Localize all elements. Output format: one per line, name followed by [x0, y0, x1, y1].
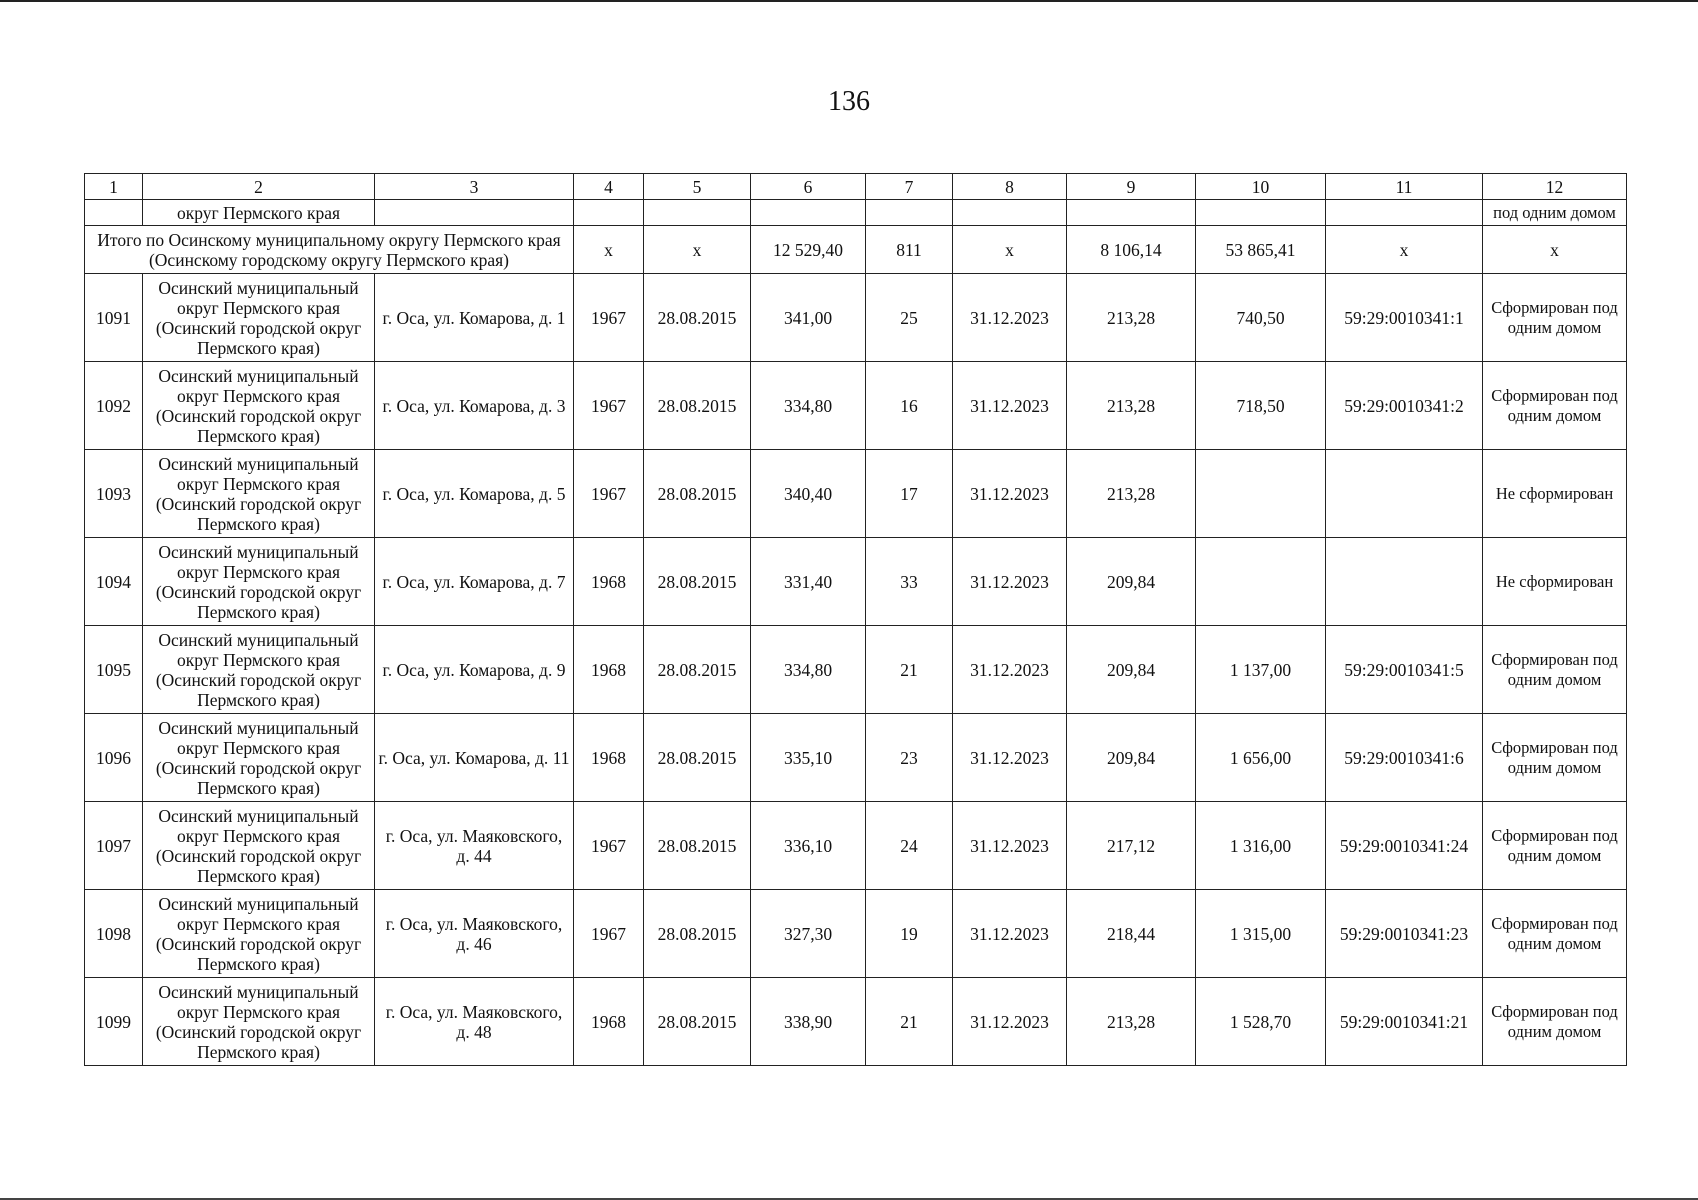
continuation-cell-8 — [953, 200, 1067, 226]
continuation-row — [85, 200, 1627, 226]
municipality-cell: Осинский муниципальный округ Пермского края (Осинский городской округ Пермского края) — [143, 274, 375, 362]
col9-cell: 217,12 — [1067, 802, 1196, 890]
column-header-9: 9 — [1067, 174, 1196, 200]
table-row — [85, 626, 1627, 714]
total-col8: х — [953, 226, 1067, 274]
row-number: 1098 — [85, 890, 143, 978]
construction-year-cell: 1967 — [574, 802, 644, 890]
deadline-cell: 31.12.2023 — [953, 802, 1067, 890]
col10-cell: 1 315,00 — [1196, 890, 1326, 978]
land-status-cell: Сформирован под одним домом — [1483, 626, 1627, 714]
area-cell: 334,80 — [751, 362, 866, 450]
continuation-cell-9 — [1067, 200, 1196, 226]
continuation-cell-7 — [866, 200, 953, 226]
row-number: 1092 — [85, 362, 143, 450]
col9-cell: 213,28 — [1067, 362, 1196, 450]
land-status-cell: Сформирован под одним домом — [1483, 978, 1627, 1066]
column-header-5: 5 — [644, 174, 751, 200]
land-status-cell: Не сформирован — [1483, 538, 1627, 626]
table-row — [85, 362, 1627, 450]
col10-cell: 1 316,00 — [1196, 802, 1326, 890]
col9-cell: 209,84 — [1067, 714, 1196, 802]
continuation-cell-5 — [644, 200, 751, 226]
residents-cell: 25 — [866, 274, 953, 362]
area-cell: 327,30 — [751, 890, 866, 978]
row-number: 1093 — [85, 450, 143, 538]
deadline-cell: 31.12.2023 — [953, 890, 1067, 978]
col9-cell: 213,28 — [1067, 450, 1196, 538]
continuation-cell-10 — [1196, 200, 1326, 226]
area-cell: 334,80 — [751, 626, 866, 714]
column-header-2: 2 — [143, 174, 375, 200]
col10-cell: 718,50 — [1196, 362, 1326, 450]
construction-year-cell: 1968 — [574, 626, 644, 714]
land-status-cell: Сформирован под одним домом — [1483, 274, 1627, 362]
col10-cell: 1 528,70 — [1196, 978, 1326, 1066]
land-status-cell: Не сформирован — [1483, 450, 1627, 538]
total-area: 12 529,40 — [751, 226, 866, 274]
column-header-10: 10 — [1196, 174, 1326, 200]
residents-cell: 16 — [866, 362, 953, 450]
column-header-6: 6 — [751, 174, 866, 200]
construction-year-cell: 1968 — [574, 538, 644, 626]
total-col11: х — [1326, 226, 1483, 274]
col9-cell: 209,84 — [1067, 538, 1196, 626]
municipality-cell: Осинский муниципальный округ Пермского края (Осинский городской округ Пермского края) — [143, 626, 375, 714]
column-number-header-row — [85, 174, 1627, 200]
recognition-date-cell: 28.08.2015 — [644, 626, 751, 714]
deadline-cell: 31.12.2023 — [953, 978, 1067, 1066]
column-header-8: 8 — [953, 174, 1067, 200]
recognition-date-cell: 28.08.2015 — [644, 450, 751, 538]
deadline-cell: 31.12.2023 — [953, 274, 1067, 362]
total-col5: х — [644, 226, 751, 274]
construction-year-cell: 1967 — [574, 274, 644, 362]
municipality-cell: Осинский муниципальный округ Пермского края (Осинский городской округ Пермского края) — [143, 978, 375, 1066]
address-cell: г. Оса, ул. Комарова, д. 11 — [375, 714, 574, 802]
col9-cell: 213,28 — [1067, 978, 1196, 1066]
col9-cell: 209,84 — [1067, 626, 1196, 714]
area-cell: 331,40 — [751, 538, 866, 626]
table-row — [85, 274, 1627, 362]
municipality-cell: Осинский муниципальный округ Пермского края (Осинский городской округ Пермского края) — [143, 802, 375, 890]
total-col10: 53 865,41 — [1196, 226, 1326, 274]
continuation-cell-1 — [85, 200, 143, 226]
cadastral-number-cell — [1326, 450, 1483, 538]
area-cell: 340,40 — [751, 450, 866, 538]
construction-year-cell: 1968 — [574, 714, 644, 802]
residents-cell: 17 — [866, 450, 953, 538]
col9-cell: 218,44 — [1067, 890, 1196, 978]
address-cell: г. Оса, ул. Маяковского, д. 46 — [375, 890, 574, 978]
row-number: 1094 — [85, 538, 143, 626]
area-cell: 338,90 — [751, 978, 866, 1066]
row-number: 1097 — [85, 802, 143, 890]
continuation-cell-4 — [574, 200, 644, 226]
continuation-cell-3 — [375, 200, 574, 226]
construction-year-cell: 1967 — [574, 362, 644, 450]
col10-cell: 1 137,00 — [1196, 626, 1326, 714]
recognition-date-cell: 28.08.2015 — [644, 978, 751, 1066]
area-cell: 341,00 — [751, 274, 866, 362]
municipality-cell: Осинский муниципальный округ Пермского края (Осинский городской округ Пермского края) — [143, 362, 375, 450]
recognition-date-cell: 28.08.2015 — [644, 538, 751, 626]
address-cell: г. Оса, ул. Маяковского, д. 48 — [375, 978, 574, 1066]
municipality-cell: Осинский муниципальный округ Пермского края (Осинский городской округ Пермского края) — [143, 450, 375, 538]
land-status-cell: Сформирован под одним домом — [1483, 714, 1627, 802]
table-row — [85, 890, 1627, 978]
address-cell: г. Оса, ул. Комарова, д. 9 — [375, 626, 574, 714]
continuation-cell-11 — [1326, 200, 1483, 226]
construction-year-cell: 1967 — [574, 890, 644, 978]
cadastral-number-cell: 59:29:0010341:6 — [1326, 714, 1483, 802]
total-col4: х — [574, 226, 644, 274]
deadline-cell: 31.12.2023 — [953, 538, 1067, 626]
continuation-municipality: округ Пермского края — [143, 200, 375, 226]
row-number: 1096 — [85, 714, 143, 802]
residents-cell: 33 — [866, 538, 953, 626]
municipality-cell: Осинский муниципальный округ Пермского края (Осинский городской округ Пермского края) — [143, 538, 375, 626]
municipality-cell: Осинский муниципальный округ Пермского края (Осинский городской округ Пермского края) — [143, 714, 375, 802]
deadline-cell: 31.12.2023 — [953, 714, 1067, 802]
cadastral-number-cell — [1326, 538, 1483, 626]
column-header-3: 3 — [375, 174, 574, 200]
area-cell: 336,10 — [751, 802, 866, 890]
col10-cell — [1196, 538, 1326, 626]
residents-cell: 21 — [866, 626, 953, 714]
residents-cell: 21 — [866, 978, 953, 1066]
recognition-date-cell: 28.08.2015 — [644, 362, 751, 450]
construction-year-cell: 1968 — [574, 978, 644, 1066]
table-row — [85, 978, 1627, 1066]
table-row — [85, 802, 1627, 890]
address-cell: г. Оса, ул. Комарова, д. 1 — [375, 274, 574, 362]
deadline-cell: 31.12.2023 — [953, 626, 1067, 714]
residents-cell: 19 — [866, 890, 953, 978]
address-cell: г. Оса, ул. Комарова, д. 7 — [375, 538, 574, 626]
row-number: 1099 — [85, 978, 143, 1066]
land-status-cell: Сформирован под одним домом — [1483, 362, 1627, 450]
table-row — [85, 450, 1627, 538]
total-col9: 8 106,14 — [1067, 226, 1196, 274]
table-row — [85, 538, 1627, 626]
total-row — [85, 226, 1627, 274]
column-header-11: 11 — [1326, 174, 1483, 200]
recognition-date-cell: 28.08.2015 — [644, 802, 751, 890]
table-row — [85, 714, 1627, 802]
continuation-cell-6 — [751, 200, 866, 226]
residents-cell: 23 — [866, 714, 953, 802]
total-residents: 811 — [866, 226, 953, 274]
cadastral-number-cell: 59:29:0010341:5 — [1326, 626, 1483, 714]
column-header-4: 4 — [574, 174, 644, 200]
total-col12: х — [1483, 226, 1627, 274]
row-number: 1095 — [85, 626, 143, 714]
address-cell: г. Оса, ул. Маяковского, д. 44 — [375, 802, 574, 890]
col10-cell: 1 656,00 — [1196, 714, 1326, 802]
recognition-date-cell: 28.08.2015 — [644, 890, 751, 978]
land-status-cell: Сформирован под одним домом — [1483, 802, 1627, 890]
cadastral-number-cell: 59:29:0010341:1 — [1326, 274, 1483, 362]
column-header-12: 12 — [1483, 174, 1627, 200]
cadastral-number-cell: 59:29:0010341:21 — [1326, 978, 1483, 1066]
col10-cell — [1196, 450, 1326, 538]
recognition-date-cell: 28.08.2015 — [644, 274, 751, 362]
address-cell: г. Оса, ул. Комарова, д. 3 — [375, 362, 574, 450]
continuation-status: под одним домом — [1483, 200, 1627, 226]
land-status-cell: Сформирован под одним домом — [1483, 890, 1627, 978]
construction-year-cell: 1967 — [574, 450, 644, 538]
column-header-1: 1 — [85, 174, 143, 200]
address-cell: г. Оса, ул. Комарова, д. 5 — [375, 450, 574, 538]
recognition-date-cell: 28.08.2015 — [644, 714, 751, 802]
total-label: Итого по Осинскому муниципальному округу Пермского края (Осинскому городскому округу Пермского края) — [85, 226, 574, 274]
page-number: 136 — [828, 86, 870, 117]
cadastral-number-cell: 59:29:0010341:23 — [1326, 890, 1483, 978]
row-number: 1091 — [85, 274, 143, 362]
page-top-edge — [0, 0, 1698, 2]
cadastral-number-cell: 59:29:0010341:2 — [1326, 362, 1483, 450]
area-cell: 335,10 — [751, 714, 866, 802]
col9-cell: 213,28 — [1067, 274, 1196, 362]
housing-registry-table — [84, 173, 1627, 1066]
column-header-7: 7 — [866, 174, 953, 200]
residents-cell: 24 — [866, 802, 953, 890]
col10-cell: 740,50 — [1196, 274, 1326, 362]
cadastral-number-cell: 59:29:0010341:24 — [1326, 802, 1483, 890]
deadline-cell: 31.12.2023 — [953, 362, 1067, 450]
municipality-cell: Осинский муниципальный округ Пермского края (Осинский городской округ Пермского края) — [143, 890, 375, 978]
deadline-cell: 31.12.2023 — [953, 450, 1067, 538]
